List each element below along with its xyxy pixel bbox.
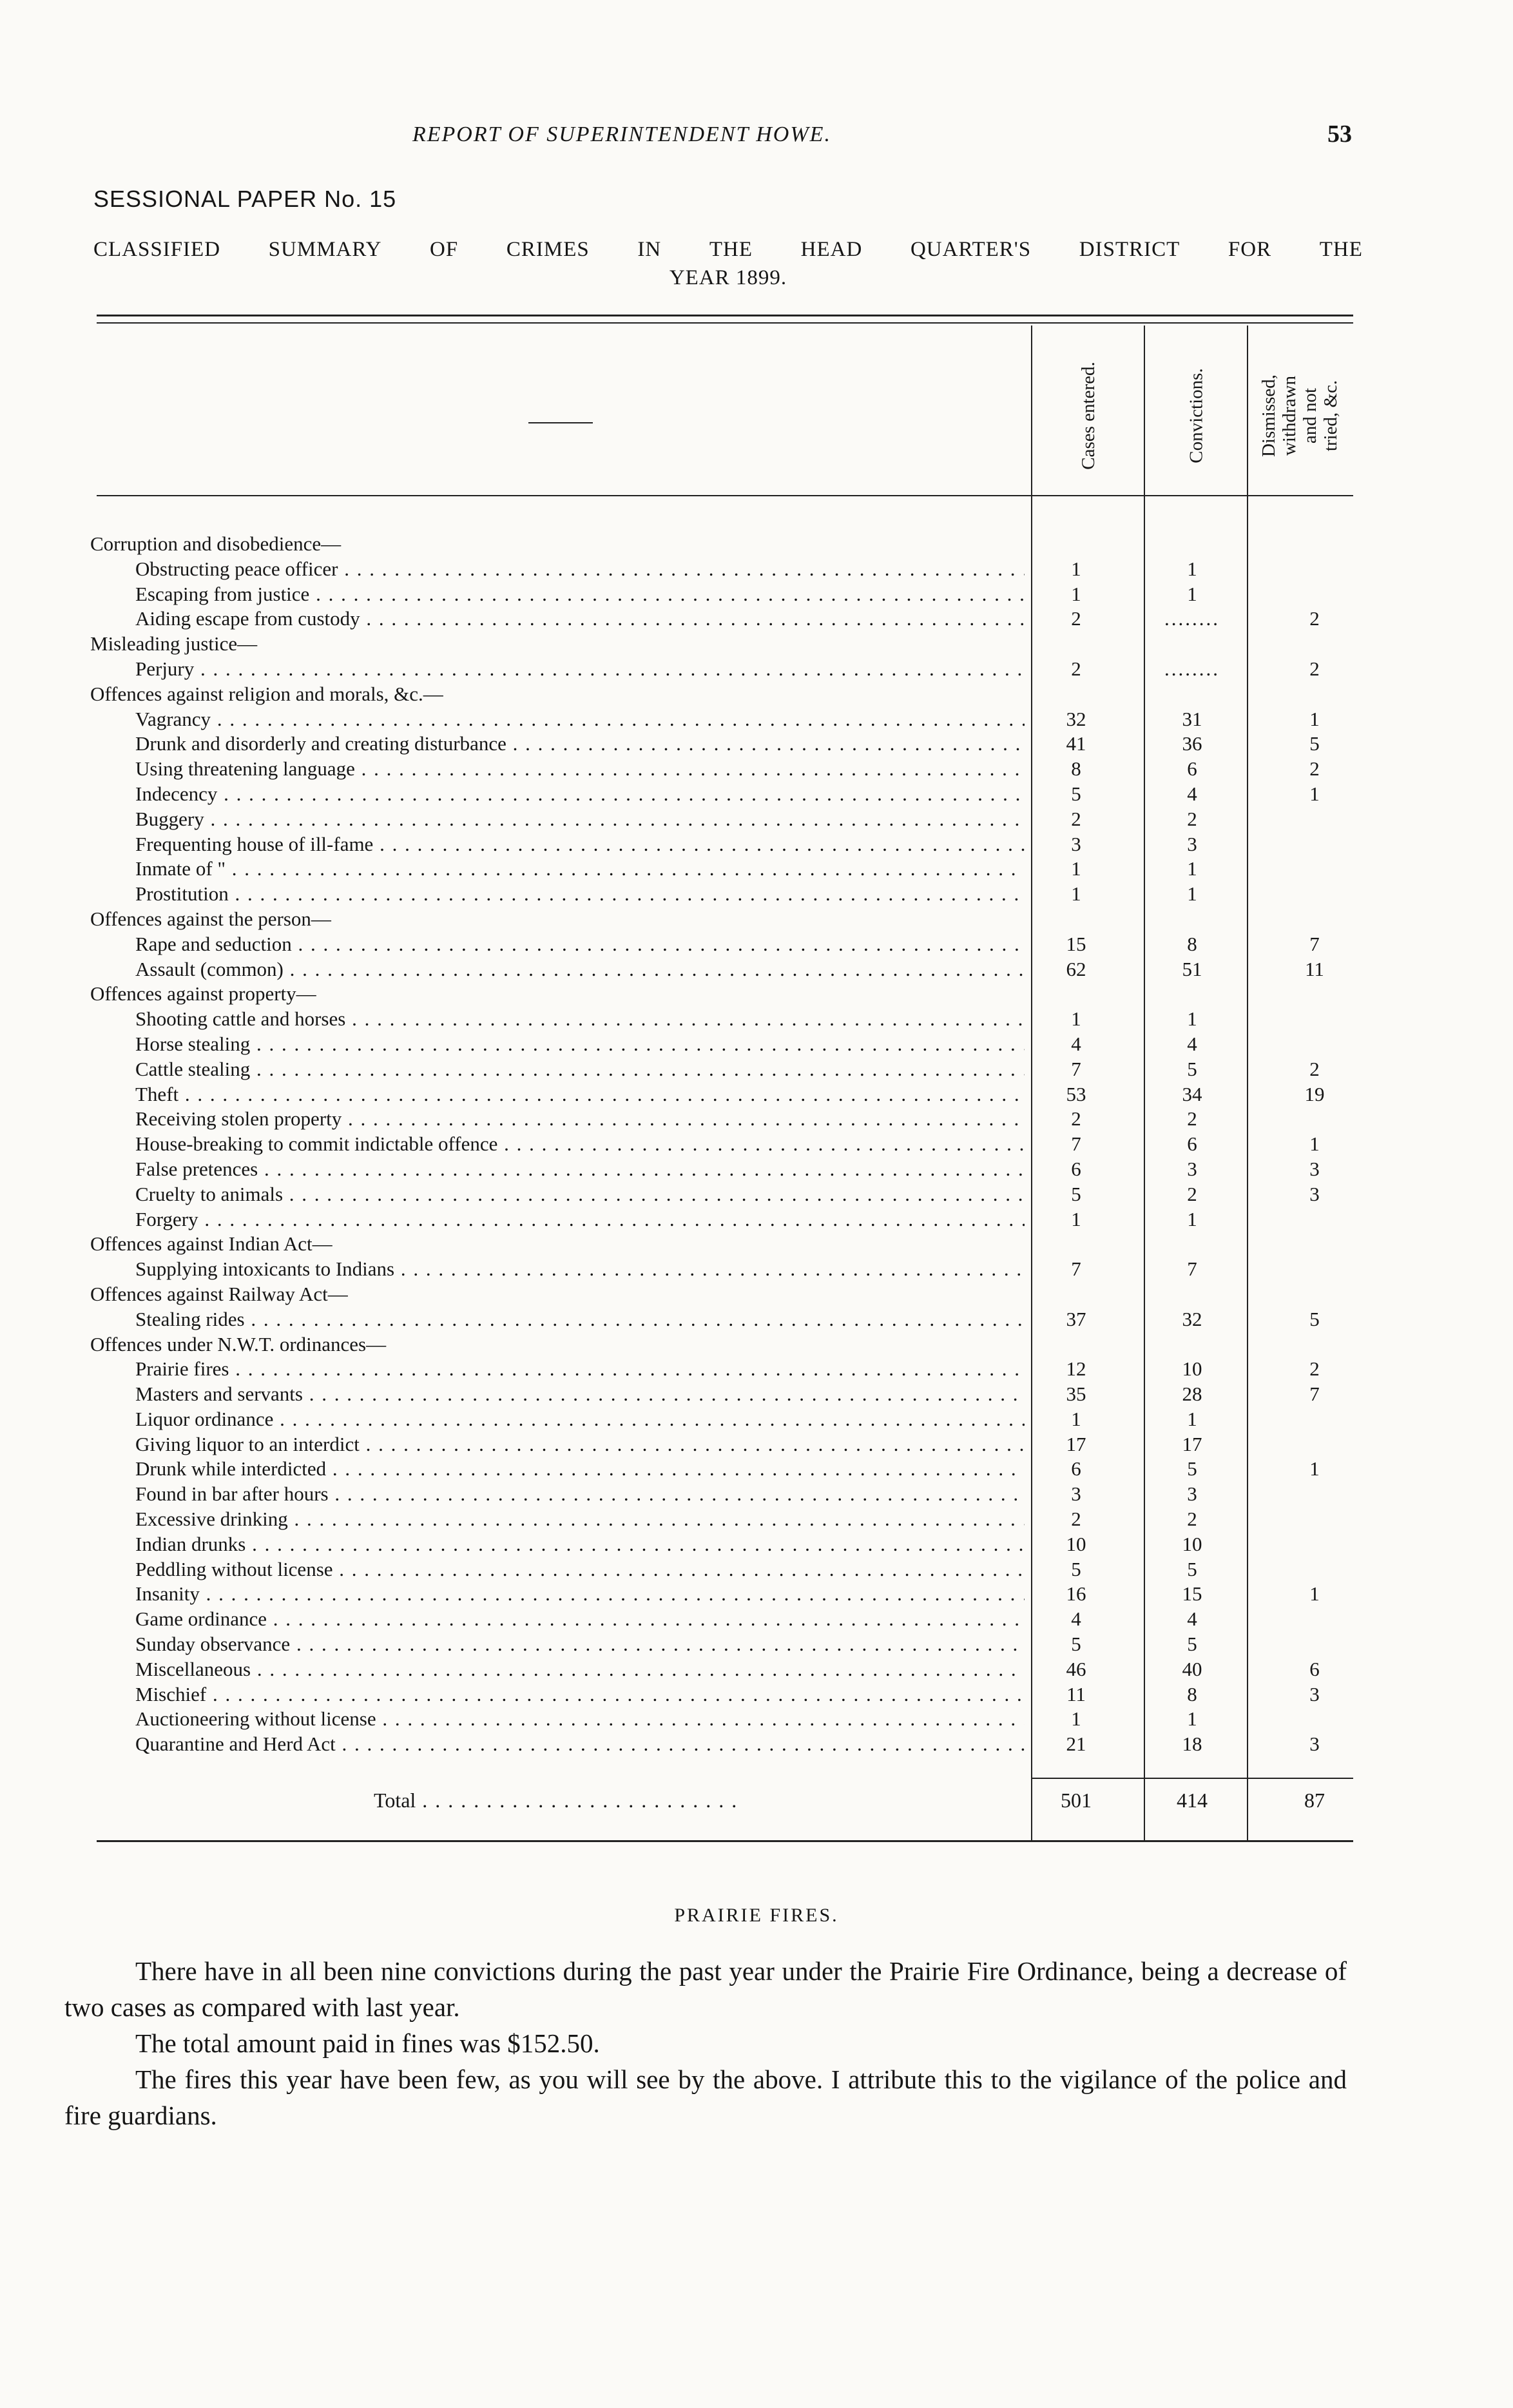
offence-label: Receiving stolen property . . .: [135, 1107, 1025, 1132]
title-word: DISTRICT: [1079, 238, 1181, 261]
cases-cell: 17: [1066, 1432, 1086, 1455]
category-row: [90, 1232, 1334, 1257]
cases-cell: 10: [1066, 1532, 1086, 1555]
cases-cell: 1: [1071, 1407, 1081, 1430]
table-row: [90, 1157, 1334, 1182]
offence-label: Giving liquor to an interdict . . .: [135, 1432, 1025, 1457]
total-top-rule: [1031, 1778, 1353, 1779]
category-row: [90, 1282, 1334, 1307]
cases-cell: 2: [1071, 1508, 1081, 1531]
dismissed-cell: 1: [1309, 1132, 1320, 1156]
offence-label: Quarantine and Herd Act . . .: [135, 1732, 1025, 1757]
offence-label: Masters and servants . . .: [135, 1382, 1025, 1407]
category-label: Corruption and disobedience—: [90, 532, 342, 555]
table-title: [93, 235, 1363, 292]
convictions-cell: 6: [1187, 757, 1197, 781]
table-row: [90, 932, 1334, 957]
convictions-cell: 34: [1182, 1082, 1202, 1105]
table-row: [90, 657, 1334, 682]
dismissed-cell: 2: [1309, 607, 1320, 630]
cases-cell: 6: [1071, 1157, 1081, 1180]
table-row: [90, 1657, 1334, 1682]
offence-label: Liquor ordinance . . .: [135, 1407, 1025, 1432]
convictions-cell: 1: [1187, 1407, 1197, 1430]
offence-label: Prostitution . . .: [135, 882, 1025, 907]
convictions-cell: 18: [1182, 1733, 1202, 1756]
cases-cell: 1: [1071, 857, 1081, 880]
convictions-cell: 1: [1187, 1707, 1197, 1731]
offence-label: Prairie fires . . .: [135, 1357, 1025, 1382]
cases-cell: 2: [1071, 807, 1081, 830]
cases-cell: 46: [1066, 1657, 1086, 1680]
table-row: [90, 1007, 1334, 1032]
convictions-cell: ........: [1164, 657, 1220, 680]
cases-cell: 2: [1071, 607, 1081, 630]
table-row: [90, 707, 1334, 732]
table-row: [90, 1357, 1334, 1382]
convictions-cell: 4: [1187, 782, 1197, 805]
category-row: [90, 907, 1334, 932]
title-word: THE: [1319, 238, 1363, 261]
table-row: [90, 1432, 1334, 1457]
convictions-cell: 28: [1182, 1383, 1202, 1406]
convictions-cell: 4: [1187, 1607, 1197, 1631]
convictions-cell: 36: [1182, 732, 1202, 755]
convictions-cell: 2: [1187, 807, 1197, 830]
offence-label: Using threatening language . . .: [135, 757, 1025, 782]
category-row: [90, 532, 1334, 557]
offence-label: Horse stealing . . .: [135, 1032, 1025, 1057]
cases-cell: 2: [1071, 1107, 1081, 1131]
category-label: Offences under N.W.T. ordinances—: [90, 1332, 387, 1355]
cases-cell: 8: [1071, 757, 1081, 781]
cases-cell: 62: [1066, 957, 1086, 980]
cases-cell: 4: [1071, 1607, 1081, 1631]
body-text: [64, 1953, 1347, 2133]
cases-cell: 3: [1071, 1482, 1081, 1506]
category-row: [90, 1332, 1334, 1357]
offence-label: Supplying intoxicants to Indians . . .: [135, 1257, 1025, 1282]
convictions-cell: 1: [1187, 1207, 1197, 1230]
total-cases: 501: [1061, 1789, 1092, 1812]
table-row: [90, 1557, 1334, 1582]
cases-cell: 12: [1066, 1357, 1086, 1381]
dismissed-cell: 2: [1309, 1357, 1320, 1381]
cases-cell: 53: [1066, 1082, 1086, 1105]
convictions-cell: 5: [1187, 1457, 1197, 1481]
cases-cell: 7: [1071, 1057, 1081, 1080]
table-row: [90, 1182, 1334, 1207]
offence-label: Forgery . . .: [135, 1207, 1025, 1232]
table-row: [90, 1507, 1334, 1532]
table-row: [90, 1032, 1334, 1057]
offence-label: False pretences . . .: [135, 1157, 1025, 1182]
offence-label: Found in bar after hours . . .: [135, 1482, 1025, 1507]
column-header-cases: Cases entered.: [1078, 362, 1099, 470]
offence-label: Shooting cattle and horses . . .: [135, 1007, 1025, 1032]
offence-label: Excessive drinking . . .: [135, 1507, 1025, 1532]
cases-cell: 4: [1071, 1032, 1081, 1055]
offence-label: Cruelty to animals . . .: [135, 1182, 1025, 1207]
offence-label: Obstructing peace officer . . .: [135, 557, 1025, 582]
convictions-cell: 2: [1187, 1182, 1197, 1205]
table-top-rule-2: [97, 322, 1353, 324]
convictions-cell: 1: [1187, 857, 1197, 880]
cases-cell: 5: [1071, 1557, 1081, 1580]
category-row: [90, 982, 1334, 1007]
cases-cell: 1: [1071, 1207, 1081, 1230]
offence-label: Escaping from justice . . .: [135, 582, 1025, 607]
offence-label: Miscellaneous . . .: [135, 1657, 1025, 1682]
cases-cell: 15: [1066, 932, 1086, 955]
convictions-cell: 3: [1187, 832, 1197, 855]
dismissed-cell: 2: [1309, 1057, 1320, 1080]
dismissed-cell: 6: [1309, 1657, 1320, 1680]
convictions-cell: 1: [1187, 557, 1197, 580]
table-row: [90, 1707, 1334, 1732]
convictions-cell: 17: [1182, 1432, 1202, 1455]
cases-cell: 3: [1071, 832, 1081, 855]
convictions-cell: 3: [1187, 1482, 1197, 1506]
dismissed-cell: 2: [1309, 657, 1320, 680]
offence-label: Theft . . .: [135, 1082, 1025, 1107]
convictions-cell: 2: [1187, 1508, 1197, 1531]
title-word: THE: [709, 238, 753, 261]
offence-label: Drunk and disorderly and creating disturbance . . .: [135, 732, 1025, 757]
dismissed-cell: 3: [1309, 1182, 1320, 1205]
column-header-convictions: Convictions.: [1186, 368, 1207, 463]
paragraph: The total amount paid in fines was $152.50.: [135, 2028, 600, 2058]
cases-cell: 5: [1071, 782, 1081, 805]
total-label: Total . . .: [374, 1789, 738, 1812]
total-row: [90, 1789, 1334, 1814]
running-head: REPORT OF SUPERINTENDENT HOWE.: [412, 122, 831, 146]
table-row: [90, 807, 1334, 832]
offence-label: Perjury . . .: [135, 657, 1025, 682]
offence-label: Frequenting house of ill-fame . . .: [135, 832, 1025, 857]
offence-label: Assault (common) . . .: [135, 957, 1025, 982]
cases-cell: 11: [1066, 1682, 1086, 1705]
table-row: [90, 1457, 1334, 1482]
table-row: [90, 1257, 1334, 1282]
table-row: [90, 1482, 1334, 1507]
table-row: [90, 582, 1334, 607]
table-row: [90, 882, 1334, 907]
page-number: 53: [1327, 121, 1352, 148]
offence-label: House-breaking to commit indictable offence . . .: [135, 1132, 1025, 1157]
convictions-cell: 32: [1182, 1307, 1202, 1330]
table-row: [90, 1132, 1334, 1157]
dismissed-cell: 3: [1309, 1157, 1320, 1180]
cases-cell: 41: [1066, 732, 1086, 755]
offence-label: Buggery . . .: [135, 807, 1025, 832]
offence-label: Insanity . . .: [135, 1582, 1025, 1607]
category-row: [90, 632, 1334, 657]
title-word: HEAD: [800, 238, 863, 261]
convictions-cell: 3: [1187, 1157, 1197, 1180]
dismissed-cell: 1: [1309, 707, 1320, 730]
convictions-cell: 2: [1187, 1107, 1197, 1131]
header-bottom-rule: [97, 495, 1353, 496]
offence-label: Stealing rides . . .: [135, 1307, 1025, 1332]
convictions-cell: 31: [1182, 707, 1202, 730]
dismissed-cell: 5: [1309, 732, 1320, 755]
cases-cell: 1: [1071, 557, 1081, 580]
dismissed-cell: 5: [1309, 1307, 1320, 1330]
dismissed-cell: 11: [1305, 957, 1324, 980]
offence-label: Auctioneering without license . . .: [135, 1707, 1025, 1732]
total-convictions: 414: [1177, 1789, 1208, 1812]
title-word: SUMMARY: [268, 238, 382, 261]
convictions-cell: 8: [1187, 932, 1197, 955]
paragraph: The fires this year have been few, as you will see by the above. I attribute this to the vigilance of the police and fire guardians.: [64, 2064, 1347, 2130]
table-row: [90, 732, 1334, 757]
title-word: QUARTER'S: [910, 238, 1032, 261]
category-label: Offences against religion and morals, &c.—: [90, 682, 443, 705]
title-word: FOR: [1228, 238, 1272, 261]
cases-cell: 5: [1071, 1633, 1081, 1656]
cases-cell: 5: [1071, 1182, 1081, 1205]
dismissed-cell: 1: [1309, 782, 1320, 805]
stub-header-dash: [528, 422, 593, 423]
cases-cell: 7: [1071, 1257, 1081, 1281]
table-row: [90, 832, 1334, 857]
offence-label: Sunday observance . . .: [135, 1632, 1025, 1657]
category-label: Offences against property—: [90, 982, 316, 1005]
dismissed-cell: 1: [1309, 1582, 1320, 1606]
offence-label: Inmate of " . . .: [135, 857, 1025, 882]
convictions-cell: 1: [1187, 1007, 1197, 1031]
convictions-cell: 5: [1187, 1633, 1197, 1656]
dismissed-cell: 1: [1309, 1457, 1320, 1481]
table-row: [90, 757, 1334, 782]
convictions-cell: 15: [1182, 1582, 1202, 1606]
table-row: [90, 1057, 1334, 1082]
cases-cell: 16: [1066, 1582, 1086, 1606]
column-header-dismissed: Dismissed, withdrawn and not tried, &c.: [1258, 374, 1342, 458]
table-bottom-rule: [97, 1840, 1353, 1842]
title-word: OF: [430, 238, 459, 261]
category-label: Offences against Indian Act—: [90, 1232, 332, 1256]
cases-cell: 1: [1071, 582, 1081, 605]
table-row: [90, 1207, 1334, 1232]
convictions-cell: 4: [1187, 1032, 1197, 1055]
convictions-cell: 1: [1187, 882, 1197, 906]
cases-cell: 7: [1071, 1132, 1081, 1156]
table-row: [90, 957, 1334, 982]
table-row: [90, 1732, 1334, 1757]
table-row: [90, 857, 1334, 882]
table-row: [90, 1682, 1334, 1707]
convictions-cell: 10: [1182, 1532, 1202, 1555]
cases-cell: 35: [1066, 1383, 1086, 1406]
sessional-paper-label: SESSIONAL PAPER No. 15: [93, 186, 397, 212]
table-row: [90, 1382, 1334, 1407]
offence-label: Mischief . . .: [135, 1682, 1025, 1707]
table-row: [90, 1407, 1334, 1432]
table-row: [90, 1082, 1334, 1107]
offence-label: Cattle stealing . . .: [135, 1057, 1025, 1082]
convictions-cell: 8: [1187, 1682, 1197, 1705]
dismissed-cell: 7: [1309, 1383, 1320, 1406]
table-row: [90, 1582, 1334, 1607]
cases-cell: 6: [1071, 1457, 1081, 1481]
table-row: [90, 1307, 1334, 1332]
convictions-cell: 5: [1187, 1557, 1197, 1580]
table-title-line1: [93, 235, 1363, 264]
offence-label: Drunk while interdicted . . .: [135, 1457, 1025, 1482]
cases-cell: 1: [1071, 1007, 1081, 1031]
table-row: [90, 1607, 1334, 1632]
table-row: [90, 1107, 1334, 1132]
table-row: [90, 557, 1334, 582]
table-row: [90, 607, 1334, 632]
cases-cell: 32: [1066, 707, 1086, 730]
dismissed-cell: 3: [1309, 1733, 1320, 1756]
offence-label: Rape and seduction . . .: [135, 932, 1025, 957]
table-title-line2: YEAR 1899.: [669, 266, 787, 289]
cases-cell: 2: [1071, 657, 1081, 680]
convictions-cell: ........: [1164, 607, 1220, 630]
category-row: [90, 682, 1334, 707]
cases-cell: 37: [1066, 1307, 1086, 1330]
offence-label: Game ordinance . . .: [135, 1607, 1025, 1632]
offence-label: Indecency . . .: [135, 782, 1025, 807]
category-label: Offences against Railway Act—: [90, 1282, 348, 1305]
offence-label: Peddling without license . . .: [135, 1557, 1025, 1582]
title-word: CRIMES: [506, 238, 590, 261]
cases-cell: 1: [1071, 1707, 1081, 1731]
category-label: Offences against the person—: [90, 907, 331, 930]
offence-label: Indian drunks . . .: [135, 1532, 1025, 1557]
convictions-cell: 5: [1187, 1057, 1197, 1080]
dismissed-cell: 3: [1309, 1682, 1320, 1705]
convictions-cell: 10: [1182, 1357, 1202, 1381]
offence-label: Aiding escape from custody . . .: [135, 607, 1025, 632]
cases-cell: 1: [1071, 882, 1081, 906]
dismissed-cell: 19: [1304, 1082, 1325, 1105]
dismissed-cell: 7: [1309, 932, 1320, 955]
dismissed-cell: 2: [1309, 757, 1320, 781]
title-word: IN: [637, 238, 662, 261]
paragraph: There have in all been nine convictions during the past year under the Prairie Fire Ordinance, being a decrease of two cases as compared with last year.: [64, 1956, 1347, 2022]
convictions-cell: 1: [1187, 582, 1197, 605]
convictions-cell: 6: [1187, 1132, 1197, 1156]
table-row: [90, 782, 1334, 807]
table-top-rule: [97, 315, 1353, 316]
total-dismissed: 87: [1304, 1789, 1325, 1812]
cases-cell: 21: [1066, 1733, 1086, 1756]
table-row: [90, 1532, 1334, 1557]
convictions-cell: 7: [1187, 1257, 1197, 1281]
convictions-cell: 51: [1182, 957, 1202, 980]
category-label: Misleading justice—: [90, 632, 258, 655]
table-row: [90, 1632, 1334, 1657]
section-heading: PRAIRIE FIRES.: [674, 1905, 839, 1926]
table-body: [90, 532, 1334, 1757]
title-word: CLASSIFIED: [93, 238, 221, 261]
offence-label: Vagrancy . . .: [135, 707, 1025, 732]
convictions-cell: 40: [1182, 1657, 1202, 1680]
